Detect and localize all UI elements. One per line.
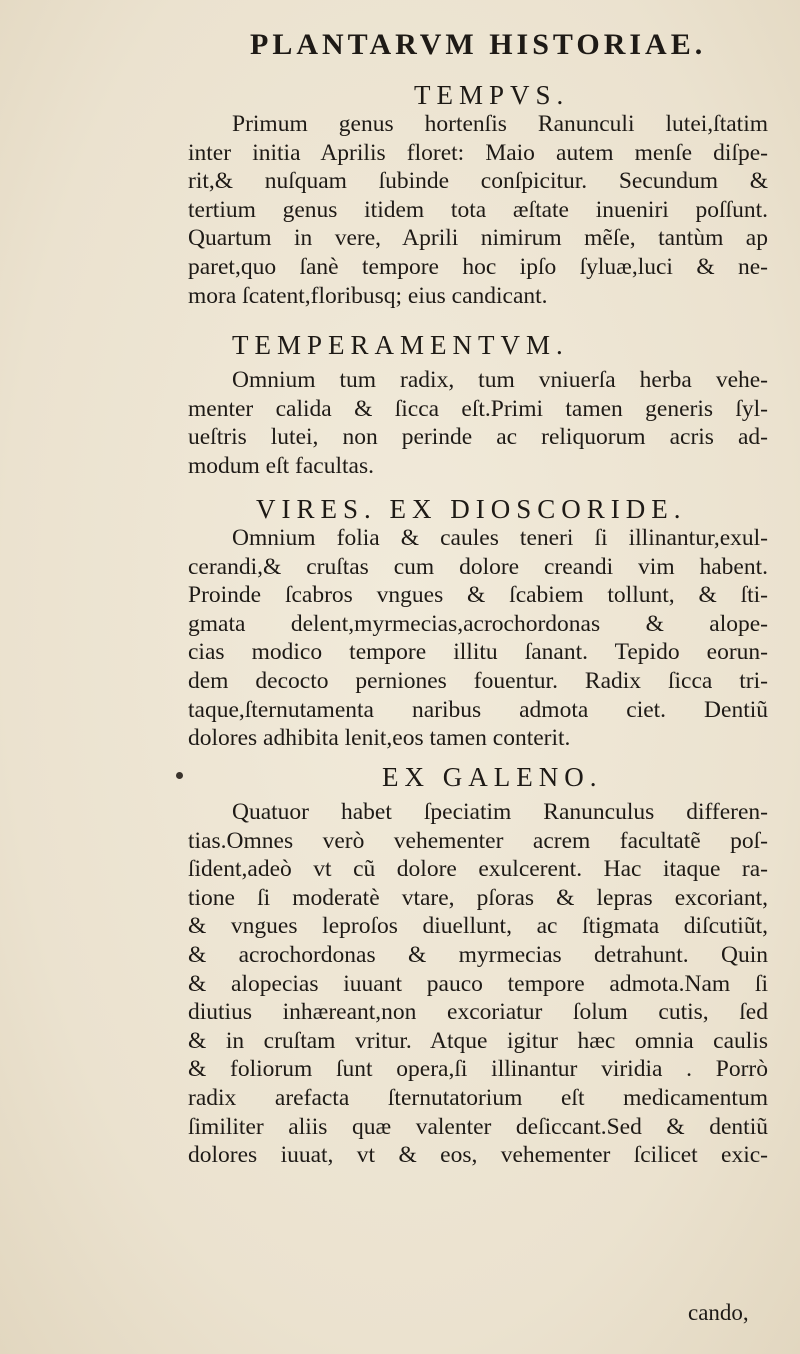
paragraph-galeno xyxy=(188,798,768,1170)
text-line: cerandi,& cruſtas cum dolore creandi vim habent. xyxy=(188,553,768,580)
text-line: radix arefacta ſternutatorium eſt medicamentum xyxy=(188,1084,768,1111)
text-line: cias modico tempore illitu ſanant. Tepido eorun- xyxy=(188,639,768,666)
text-line: modum eſt facultas. xyxy=(188,452,374,479)
text-line: & alopecias iuuant pauco tempore admota.Nam ſi xyxy=(188,970,768,997)
section-heading-galeno: EX GALENO. xyxy=(382,762,603,792)
text-line: mora ſcatent,floribusq; eius candicant. xyxy=(188,282,548,309)
text-line: ueſtris lutei, non perinde ac reliquorum acris ad- xyxy=(188,424,768,451)
text-line: ſimiliter aliis quæ valenter deſiccant.Sed & dentiũ xyxy=(188,1113,768,1140)
text-line: gmata delent,myrmecias,acrochordonas & alope- xyxy=(188,610,768,637)
text-line: Omnium folia & caules teneri ſi illinantur,exul- xyxy=(232,525,768,551)
text-line: Proinde ſcabros vngues & ſcabiem tollunt, & ſti- xyxy=(188,582,768,609)
text-line: & acrochordonas & myrmecias detrahunt. Quin xyxy=(188,941,768,968)
text-line: Primum genus hortenſis Ranunculi lutei,ſtatim xyxy=(232,111,768,137)
text-line: tertium genus itidem tota æſtate inueniri poſſunt. xyxy=(188,196,768,223)
running-head: PLANTARVM HISTORIAE. xyxy=(250,28,707,61)
text-line: Quartum in vere, Aprili nimirum mẽſe, tantùm ap xyxy=(188,225,768,252)
ink-dot xyxy=(176,772,183,779)
text-line: ſident,adeò vt cũ dolore exulcerent. Hac itaque ra- xyxy=(188,856,768,883)
section-heading-temperamentum: TEMPERAMENTVM. xyxy=(232,330,569,360)
paragraph-vires xyxy=(188,524,768,753)
text-line: taque,ſternutamenta naribus admota ciet. Dentiũ xyxy=(188,696,768,723)
text-line: & vngues leproſos diuellunt, ac ſtigmata diſcutiũt, xyxy=(188,913,768,940)
text-line: tione ſi moderatè vtare, pſoras & lepras excoriant, xyxy=(188,884,768,911)
catchword: cando, xyxy=(688,1300,749,1325)
text-line: dem decocto perniones fouentur. Radix ſicca tri- xyxy=(188,667,768,694)
paragraph-temperamentum xyxy=(188,366,768,480)
text-line: rit,& nuſquam ſubinde conſpicitur. Secundum & xyxy=(188,168,768,195)
text-line: inter initia Aprilis floret: Maio autem menſe diſpe- xyxy=(188,139,768,166)
text-line: dolores iuuat, vt & eos, vehementer ſcilicet exic- xyxy=(188,1142,768,1169)
text-line: diutius inhæreant,non excoriatur ſolum cutis, ſed xyxy=(188,999,768,1026)
text-line: & in cruſtam vritur. Atque igitur hæc omnia caulis xyxy=(188,1027,768,1054)
text-line: tias.Omnes verò vehementer acrem facultatẽ poſ- xyxy=(188,827,768,854)
text-line: paret,quo ſanè tempore hoc ipſo ſyluæ,luci & ne- xyxy=(188,253,768,280)
section-heading-tempus: TEMPVS. xyxy=(414,80,570,110)
section-heading-vires: VIRES. EX DIOSCORIDE. xyxy=(256,494,687,524)
text-line: Omnium tum radix, tum vniuerſa herba vehe- xyxy=(232,367,768,393)
paragraph-tempus xyxy=(188,110,768,310)
text-line: & foliorum ſunt opera,ſi illinantur viridia . Porrò xyxy=(188,1056,768,1083)
text-line: dolores adhibita lenit,eos tamen conterit. xyxy=(188,725,571,752)
text-line: menter calida & ſicca eſt.Primi tamen generis ſyl- xyxy=(188,395,768,422)
text-line: Quatuor habet ſpeciatim Ranunculus differen- xyxy=(232,799,768,825)
